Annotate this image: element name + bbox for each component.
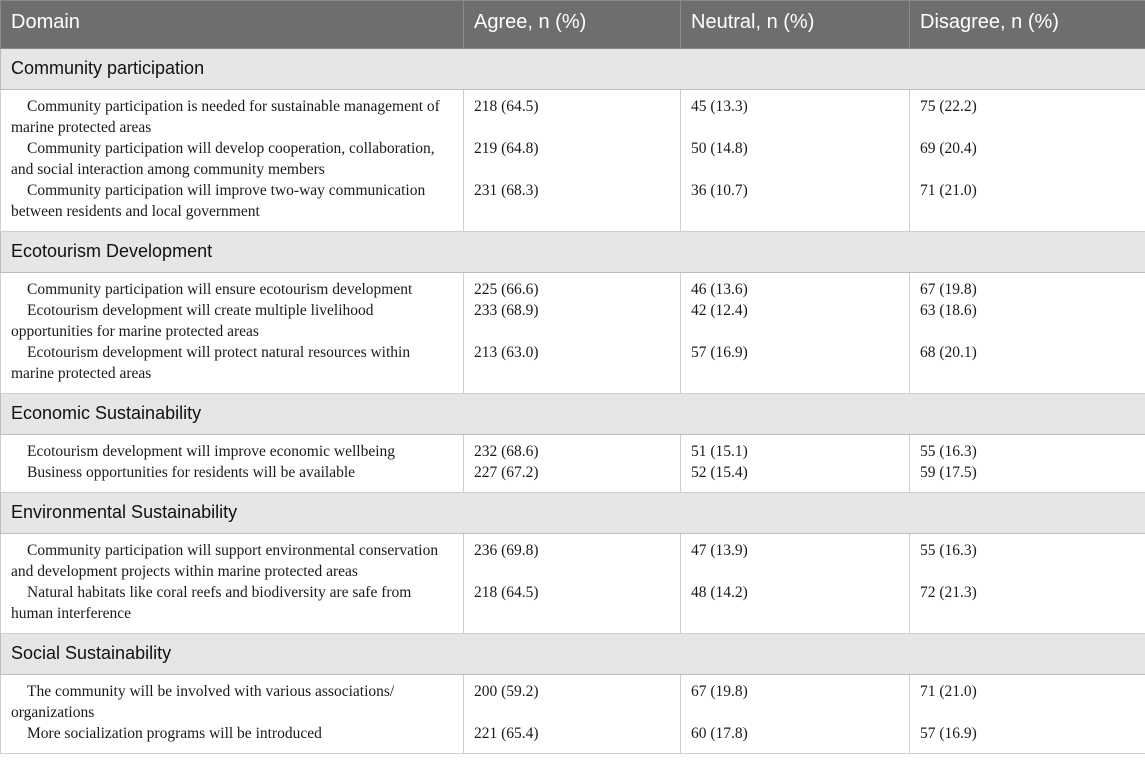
section-row — [1, 49, 1145, 90]
item-text: Natural habitats like coral reefs and biodiversity are safe from human interference — [1, 582, 464, 634]
agree-cell: 218 (64.5) — [464, 90, 681, 139]
item-text: More socialization programs will be introduced — [1, 723, 464, 754]
neutral-cell: 51 (15.1) — [681, 435, 910, 463]
agree-cell: 227 (67.2) — [464, 462, 681, 493]
disagree-cell: 55 (16.3) — [910, 534, 1145, 583]
neutral-cell: 36 (10.7) — [681, 180, 910, 232]
item-text: Community participation will ensure ecotourism development — [1, 273, 464, 301]
item-text: Community participation will develop cooperation, collaboration, and social interaction among community members — [1, 138, 464, 180]
disagree-cell: 75 (22.2) — [910, 90, 1145, 139]
neutral-cell: 60 (17.8) — [681, 723, 910, 754]
neutral-cell: 52 (15.4) — [681, 462, 910, 493]
table-row — [1, 582, 1145, 634]
disagree-cell: 68 (20.1) — [910, 342, 1145, 394]
agree-cell: 236 (69.8) — [464, 534, 681, 583]
header-disagree: Disagree, n (%) — [910, 1, 1145, 49]
disagree-cell: 69 (20.4) — [910, 138, 1145, 180]
section-row — [1, 634, 1145, 675]
table-row — [1, 462, 1145, 493]
disagree-cell: 63 (18.6) — [910, 300, 1145, 342]
item-text: Ecotourism development will protect natural resources within marine protected areas — [1, 342, 464, 394]
item-text: Community participation will support environmental conservation and development projects within marine protected areas — [1, 534, 464, 583]
table-row — [1, 723, 1145, 754]
agree-cell: 200 (59.2) — [464, 675, 681, 724]
neutral-cell: 46 (13.6) — [681, 273, 910, 301]
agree-cell: 218 (64.5) — [464, 582, 681, 634]
section-title: Ecotourism Development — [1, 232, 1145, 273]
neutral-cell: 42 (12.4) — [681, 300, 910, 342]
neutral-cell: 57 (16.9) — [681, 342, 910, 394]
table-row — [1, 435, 1145, 463]
item-text: Business opportunities for residents will be available — [1, 462, 464, 493]
disagree-cell: 57 (16.9) — [910, 723, 1145, 754]
table-row — [1, 534, 1145, 583]
agree-cell: 231 (68.3) — [464, 180, 681, 232]
header-neutral: Neutral, n (%) — [681, 1, 910, 49]
section-row — [1, 493, 1145, 534]
disagree-cell: 59 (17.5) — [910, 462, 1145, 493]
section-title: Economic Sustainability — [1, 394, 1145, 435]
disagree-cell: 71 (21.0) — [910, 180, 1145, 232]
agree-cell: 219 (64.8) — [464, 138, 681, 180]
agree-cell: 225 (66.6) — [464, 273, 681, 301]
agree-cell: 232 (68.6) — [464, 435, 681, 463]
table-row — [1, 342, 1145, 394]
agree-cell: 233 (68.9) — [464, 300, 681, 342]
agree-cell: 221 (65.4) — [464, 723, 681, 754]
table-header — [1, 1, 1145, 49]
table-row — [1, 675, 1145, 724]
disagree-cell: 55 (16.3) — [910, 435, 1145, 463]
item-text: Community participation is needed for sustainable management of marine protected areas — [1, 90, 464, 139]
table-row — [1, 180, 1145, 232]
neutral-cell: 50 (14.8) — [681, 138, 910, 180]
table-row — [1, 90, 1145, 139]
item-text: Ecotourism development will improve economic wellbeing — [1, 435, 464, 463]
disagree-cell: 72 (21.3) — [910, 582, 1145, 634]
header-agree: Agree, n (%) — [464, 1, 681, 49]
neutral-cell: 67 (19.8) — [681, 675, 910, 724]
table-row — [1, 300, 1145, 342]
table-row — [1, 138, 1145, 180]
header-domain: Domain — [1, 1, 464, 49]
neutral-cell: 48 (14.2) — [681, 582, 910, 634]
section-title: Community participation — [1, 49, 1145, 90]
agree-cell: 213 (63.0) — [464, 342, 681, 394]
table-row — [1, 273, 1145, 301]
section-row — [1, 232, 1145, 273]
item-text: Ecotourism development will create multiple livelihood opportunities for marine protected areas — [1, 300, 464, 342]
disagree-cell: 67 (19.8) — [910, 273, 1145, 301]
section-title: Social Sustainability — [1, 634, 1145, 675]
neutral-cell: 47 (13.9) — [681, 534, 910, 583]
disagree-cell: 71 (21.0) — [910, 675, 1145, 724]
item-text: Community participation will improve two-way communication between residents and local government — [1, 180, 464, 232]
table-body — [1, 49, 1145, 754]
neutral-cell: 45 (13.3) — [681, 90, 910, 139]
section-row — [1, 394, 1145, 435]
header-row — [1, 1, 1145, 49]
item-text: The community will be involved with various associations/ organizations — [1, 675, 464, 724]
section-title: Environmental Sustainability — [1, 493, 1145, 534]
